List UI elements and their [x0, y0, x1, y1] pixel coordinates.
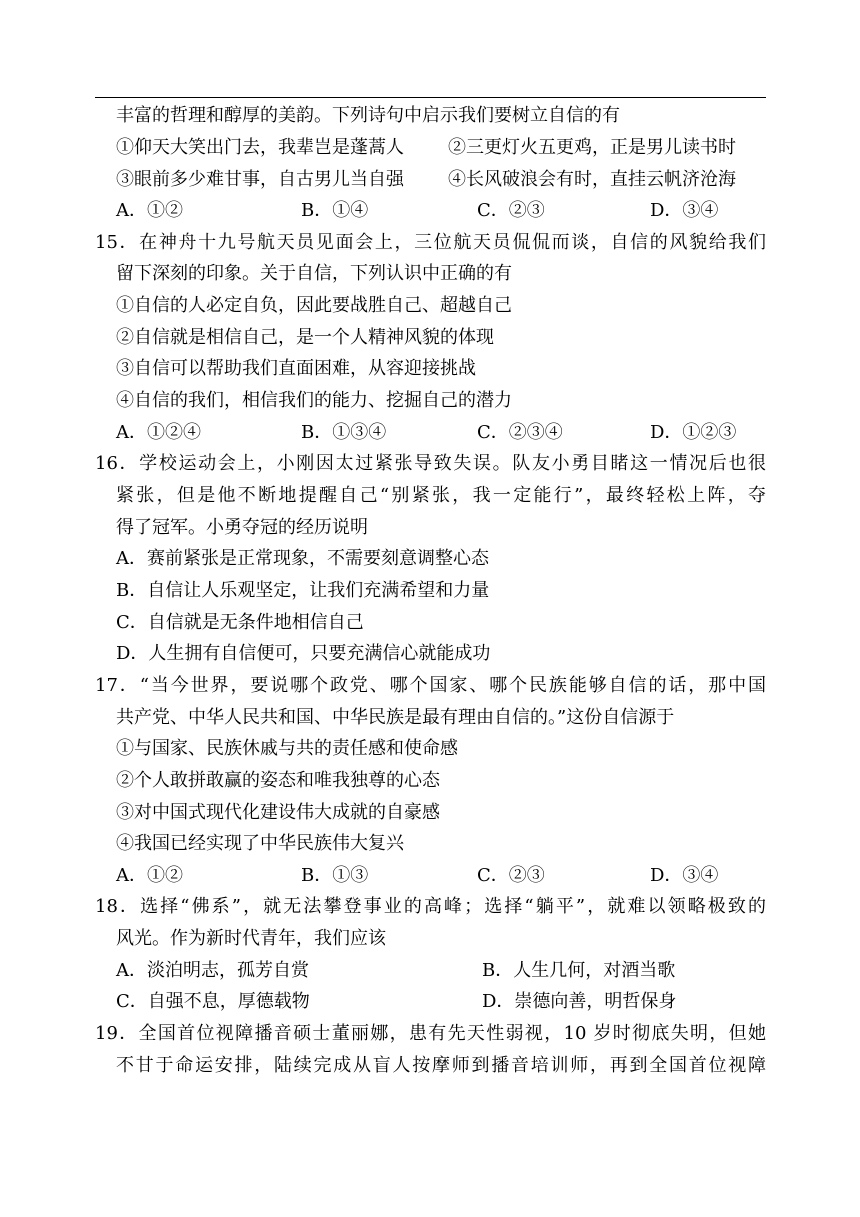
intro-option-a: A．①② [116, 200, 183, 221]
q18-stem-line-2: 风光。作为新时代青年，我们应该 [116, 928, 386, 949]
q15-option-b: B．①③④ [301, 422, 387, 443]
q18-option-b: B．人生几何，对酒当歌 [482, 960, 676, 981]
poem-3: ③眼前多少难甘事，自古男儿当自强 [116, 169, 404, 190]
poem-2: ②三更灯火五更鸡，正是男儿读书时 [448, 137, 736, 158]
q17-option-a: A．①② [116, 865, 183, 886]
q15-statement-1: ①自信的人必定自负，因此要战胜自己、超越自己 [116, 295, 512, 316]
header-rule [95, 97, 766, 98]
q18-option-d: D．崇德向善，明哲保身 [482, 991, 677, 1012]
intro-text: 丰富的哲理和醇厚的美韵。下列诗句中启示我们要树立自信的有 [116, 105, 620, 126]
q15-statement-2: ②自信就是相信自己，是一个人精神风貌的体现 [116, 327, 494, 348]
q17-statement-4: ④我国已经实现了中华民族伟大复兴 [116, 833, 404, 854]
q18-option-c: C．自强不息，厚德载物 [116, 991, 310, 1012]
q17-option-b: B．①③ [301, 865, 369, 886]
q15-option-c: C．②③④ [477, 422, 563, 443]
q15-option-a: A．①②④ [116, 422, 201, 443]
q15-stem-line-1: 15．在神舟十九号航天员见面会上，三位航天员侃侃而谈，自信的风貌给我们 [95, 232, 766, 253]
q15-option-d: D．①②③ [650, 422, 737, 443]
q17-option-c: C．②③ [477, 865, 545, 886]
poem-1: ①仰天大笑出门去，我辈岂是蓬蒿人 [116, 137, 404, 158]
intro-option-d: D．③④ [650, 200, 719, 221]
intro-option-b: B．①④ [301, 200, 369, 221]
q17-option-d: D．③④ [650, 865, 719, 886]
q18-option-a: A．淡泊明志，孤芳自赏 [116, 960, 309, 981]
q16-option-c: C．自信就是无条件地相信自己 [116, 612, 364, 633]
q17-stem-line-1: 17．“当今世界，要说哪个政党、哪个国家、哪个民族能够自信的话，那中国 [95, 675, 766, 696]
q19-stem-line-2: 不甘于命运安排，陆续完成从盲人按摩师到播音培训师，再到全国首位视障 [116, 1055, 766, 1076]
q16-option-a: A．赛前紧张是正常现象，不需要刻意调整心态 [116, 548, 489, 569]
q15-statement-4: ④自信的我们，相信我们的能力、挖掘自己的潜力 [116, 390, 512, 411]
q19-stem-line-1: 19．全国首位视障播音硕士董丽娜，患有先天性弱视，10 岁时彻底失明，但她 [95, 1023, 766, 1044]
q16-stem-line-3: 得了冠军。小勇夺冠的经历说明 [116, 517, 368, 538]
q15-statement-3: ③自信可以帮助我们直面困难，从容迎接挑战 [116, 358, 476, 379]
intro-option-c: C．②③ [477, 200, 545, 221]
q15-stem-line-2: 留下深刻的印象。关于自信，下列认识中正确的有 [116, 263, 512, 284]
q16-stem-line-2: 紧张，但是他不断地提醒自己“别紧张，我一定能行”，最终轻松上阵，夺 [116, 485, 766, 506]
q16-stem-line-1: 16．学校运动会上，小刚因太过紧张导致失误。队友小勇目睹这一情况后也很 [95, 453, 766, 474]
q17-statement-3: ③对中国式现代化建设伟大成就的自豪感 [116, 802, 440, 823]
q17-stem-line-2: 共产党、中华人民共和国、中华民族是最有理由自信的。”这份自信源于 [116, 707, 675, 728]
q17-statement-2: ②个人敢拼敢赢的姿态和唯我独尊的心态 [116, 770, 440, 791]
q16-option-d: D．人生拥有自信便可，只要充满信心就能成功 [116, 643, 491, 664]
q18-stem-line-1: 18．选择“佛系”，就无法攀登事业的高峰；选择“躺平”，就难以领略极致的 [95, 896, 766, 917]
poem-4: ④长风破浪会有时，直挂云帆济沧海 [448, 169, 736, 190]
q16-option-b: B．自信让人乐观坚定，让我们充满希望和力量 [116, 580, 490, 601]
q17-statement-1: ①与国家、民族休戚与共的责任感和使命感 [116, 738, 458, 759]
